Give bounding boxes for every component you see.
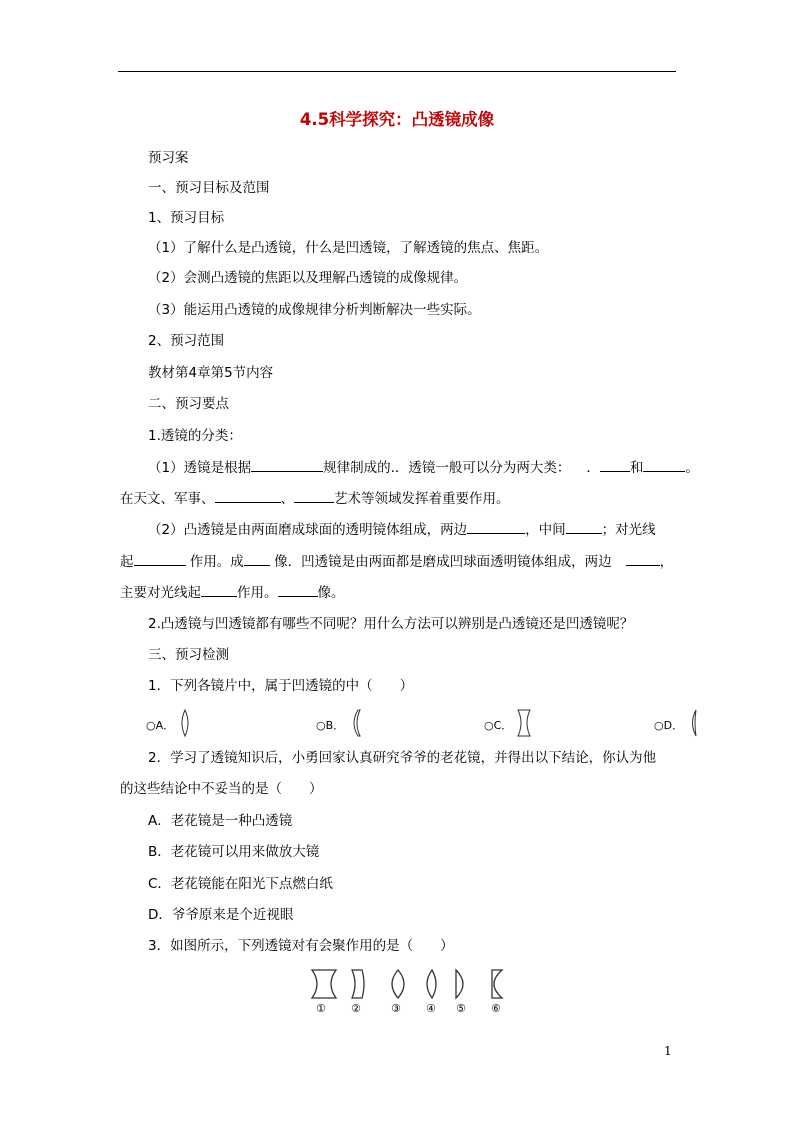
- heading-one: 一、预习目标及范围: [148, 180, 270, 196]
- lens-b-icon: [348, 708, 362, 738]
- lens-label-1: ①: [316, 1002, 326, 1015]
- text: ，: [659, 554, 674, 570]
- blank[interactable]: [294, 488, 334, 503]
- question-1: 1．下列各镜片中，属于凹透镜的中（ ）: [148, 678, 414, 694]
- point-1b: [120, 488, 510, 509]
- blank[interactable]: [467, 519, 525, 534]
- goal-1: （1）了解什么是凸透镜，什么是凹透镜，了解透镜的焦点、焦距。: [148, 240, 549, 256]
- blank[interactable]: [215, 488, 281, 503]
- lens-label-3: ③: [391, 1002, 401, 1015]
- header-rule: [118, 71, 676, 72]
- point-2-question: 2.凸透镜与凹透镜都有哪些不同呢？用什么方法可以辨别是凸透镜还是凹透镜呢？: [148, 616, 634, 632]
- blank[interactable]: [134, 551, 186, 566]
- text: ，中间: [525, 522, 566, 538]
- point-1-heading: 1.透镜的分类：: [148, 428, 242, 444]
- blank[interactable]: [643, 457, 685, 472]
- text: 起: [120, 554, 134, 570]
- text: 在天文、军事、: [120, 491, 215, 507]
- range-text: 教材第4章第5节内容: [148, 365, 274, 381]
- blank[interactable]: [600, 457, 630, 472]
- lens-label-4: ④: [426, 1002, 436, 1015]
- lens-c-icon: [516, 708, 532, 738]
- q2-option-b[interactable]: B．老花镜可以用来做放大镜: [148, 844, 320, 860]
- blank[interactable]: [251, 457, 323, 472]
- question-2-line-2: 的这些结论中不妥当的是（ ）: [120, 781, 323, 797]
- text: 艺术等领域发挥着重要作用。: [334, 491, 510, 507]
- point-2a: [148, 519, 656, 540]
- goal-2: （2）会测凸透镜的焦距以及理解凸透镜的成像规律。: [148, 270, 468, 286]
- range-heading: 2、预习范围: [148, 333, 225, 349]
- text: 像。: [317, 585, 345, 601]
- blank[interactable]: [244, 551, 270, 566]
- text: 像．凹透镜是由两面都是磨成凹球面透明镜体组成，两边: [269, 554, 612, 570]
- blank[interactable]: [278, 582, 318, 597]
- lens-d-icon: [686, 708, 700, 738]
- text: 。: [685, 460, 699, 476]
- heading-two: 二、预习要点: [148, 396, 229, 412]
- lens-label-5: ⑤: [456, 1002, 466, 1015]
- text: 、: [280, 491, 294, 507]
- point-1a: [148, 457, 699, 478]
- lens-label-2: ②: [351, 1002, 361, 1015]
- lens-a-icon: [178, 708, 192, 738]
- lens-label-6: ⑥: [491, 1002, 501, 1015]
- radio-icon: ○D．: [654, 719, 684, 732]
- q2-option-a[interactable]: A．老花镜是一种凸透镜: [148, 813, 293, 829]
- q2-option-d[interactable]: D．爷爷原来是个近视眼: [148, 907, 294, 923]
- radio-icon: ○B．: [316, 719, 345, 732]
- q2-option-c[interactable]: C．老花镜能在阳光下点燃白纸: [148, 876, 333, 892]
- lens-3-shape: [392, 970, 404, 998]
- goal-3: （3）能运用凸透镜的成像规律分析判断解决一些实际。: [148, 302, 481, 318]
- page-title: 4.5科学探究：凸透镜成像: [299, 110, 495, 129]
- goal-heading: 1、预习目标: [148, 210, 225, 226]
- text: （2）凸透镜是由两面磨成球面的透明镜体组成，两边: [148, 522, 468, 538]
- text: 作用。: [237, 585, 278, 601]
- lens-5-shape: [456, 970, 463, 998]
- page-number: 1: [664, 1044, 672, 1058]
- point-2b: [120, 551, 673, 572]
- blank[interactable]: [566, 519, 602, 534]
- lens-6-shape: [492, 970, 502, 998]
- q3-lens-figure: [306, 968, 516, 1024]
- section-label: 预习案: [148, 150, 189, 166]
- lens-4-shape: [427, 970, 436, 998]
- text: ．: [586, 460, 600, 476]
- radio-icon: ○C．: [484, 719, 513, 732]
- lens-row-svg: [306, 968, 516, 1020]
- heading-three: 三、预习检测: [148, 647, 229, 663]
- text: 作用。成: [185, 554, 244, 570]
- lens-1-shape: [312, 970, 336, 998]
- text: 主要对光线起: [120, 585, 201, 601]
- blank[interactable]: [201, 582, 237, 597]
- question-3: 3．如图所示，下列透镜对有会聚作用的是（ ）: [148, 938, 454, 954]
- text: 规律制成的.．透镜一般可以分为两大类：: [323, 460, 571, 476]
- lens-2-shape: [352, 970, 364, 998]
- text: ；对光线: [601, 522, 656, 538]
- question-2-line-1: 2．学习了透镜知识后，小勇回家认真研究爷爷的老花镜，并得出以下结论，你认为他: [148, 750, 657, 766]
- text: （1）透镜是根据: [148, 460, 252, 476]
- point-2c: [120, 582, 345, 603]
- blank[interactable]: [626, 551, 660, 566]
- text: 和: [629, 460, 644, 476]
- radio-icon: ○A．: [146, 719, 175, 732]
